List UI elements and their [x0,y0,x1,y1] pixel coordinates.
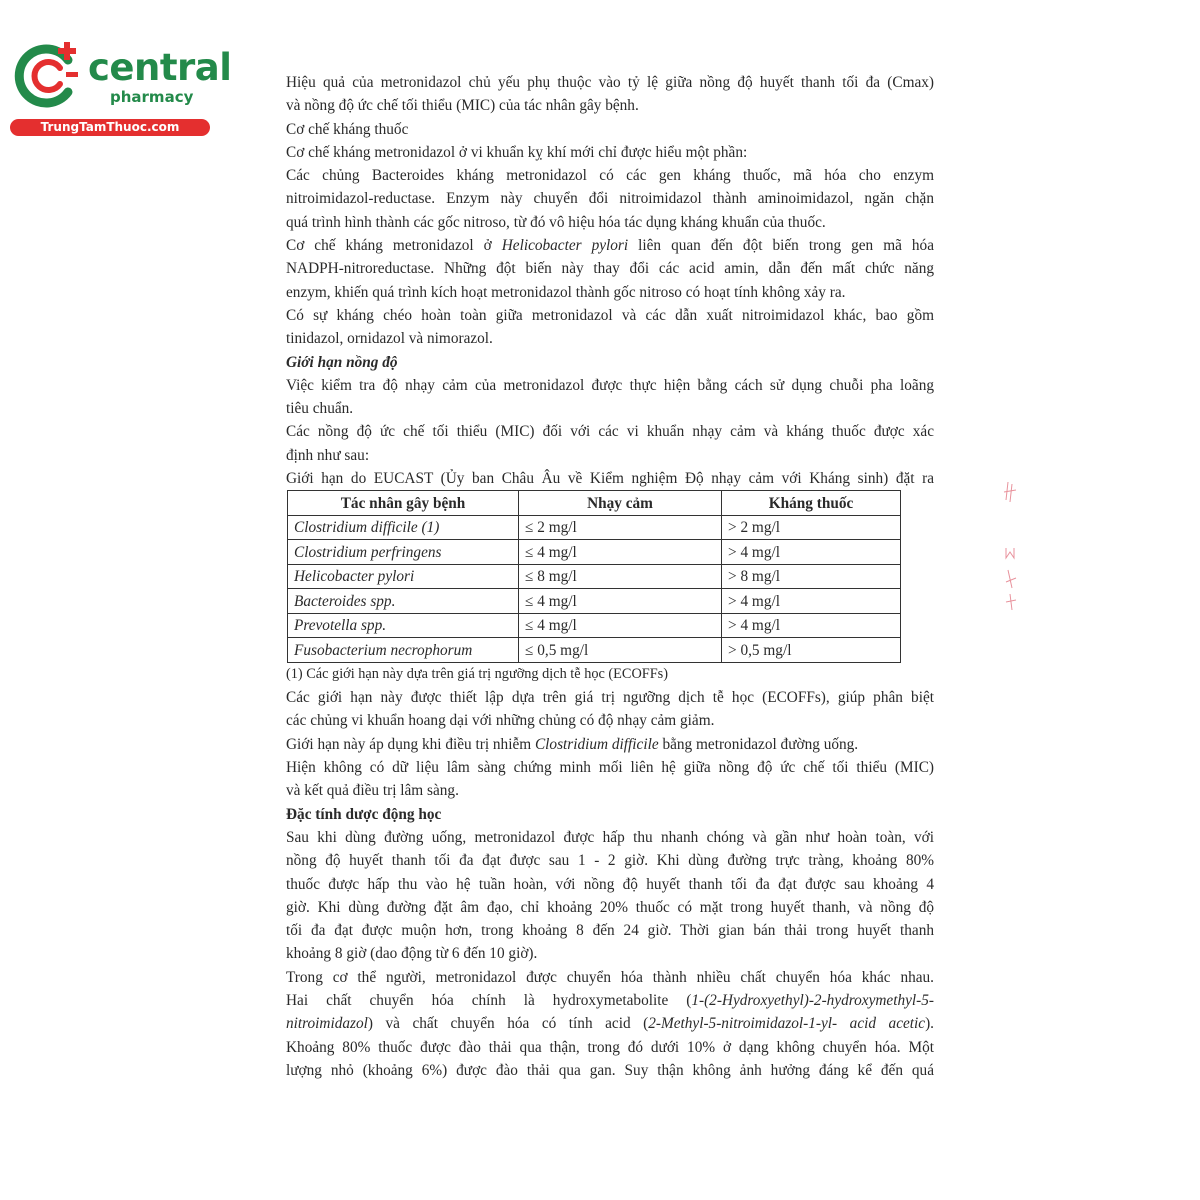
text-line: Giới hạn do EUCAST (Ủy ban Châu Âu về Kiểm nghiệm Độ nhạy cảm với Kháng sinh) đặt ra [286,470,934,488]
pathogen-cell: Prevotella spp. [288,613,519,638]
text-span: bằng metronidazol đường uống. [658,735,859,753]
text-line: Hiện không có dữ liệu lâm sàng chứng minh mối liên hệ giữa nồng độ ức chế tối thiểu (MIC) [286,759,934,777]
text-line: tiêu chuẩn. [286,400,354,418]
text-line: và nồng độ ức chế tối thiểu (MIC) của tác nhân gây bệnh. [286,97,639,115]
text-line: thuốc được hấp thu vào hệ tuần hoàn, với nồng độ huyết thanh tối đa đạt được sau khoảng 4 [286,875,934,893]
text-line [286,234,934,257]
section-subtitle: Cơ chế kháng thuốc [286,120,409,138]
resistant-cell: > 4 mg/l [722,540,901,565]
text-line: và kết quả điều trị lâm sàng. [286,782,459,800]
brand-subtitle: pharmacy [110,88,194,106]
text-span: Cơ chế kháng metronidazol ở [286,237,502,255]
text-line: lượng nhỏ (khoảng 6%) được đào thải qua gan. Suy thận không ảnh hưởng đáng kể đến quá [286,1061,934,1079]
text-span: Giới hạn này áp dụng khi điều trị nhiễm [286,735,535,753]
text-line: tối đa đạt được muộn hơn, trong khoảng 8 đến 24 giờ. Thời gian bán thải trong huyết thanh [286,922,934,940]
text-line: Hiệu quả của metronidazol chủ yếu phụ thuộc vào tỷ lệ giữa nồng độ huyết thanh tối đa (Cmax) [286,74,934,91]
species-name: Helicobacter pylori [501,237,629,255]
central-pharmacy-logo-icon [12,38,88,114]
pathogen-cell: Bacteroides spp. [288,589,519,614]
susceptible-cell: ≤ 4 mg/l [519,589,722,614]
chemical-name: nitroimidazol [286,1015,368,1033]
resistant-cell: > 8 mg/l [722,564,901,589]
text-line: Cơ chế kháng metronidazol ở vi khuẩn kỵ khí mới chỉ được hiểu một phần: [286,143,748,161]
text-span: ) và chất chuyển hóa có tính acid ( [367,1015,649,1033]
text-line [286,989,934,1012]
resistant-cell: > 0,5 mg/l [722,638,901,663]
text-line: NADPH-nitroreductase. Những đột biến này thay đổi các acid amin, dẫn đến mất chức năng [286,260,934,278]
susceptible-cell: ≤ 4 mg/l [519,540,722,565]
table-row [288,540,901,565]
text-span: Hai chất chuyển hóa chính là hydroxymetabolite ( [286,992,692,1009]
column-header: Tác nhân gây bệnh [288,491,519,516]
text-span: ). [925,1015,934,1033]
text-line: Việc kiểm tra độ nhạy cảm của metronidazol được thực hiện bằng cách sử dụng chuỗi pha loãng [286,376,934,394]
document-body [286,71,934,1082]
chemical-name: 1-(2-Hydroxyethyl)-2-hydroxymethyl-5- [691,992,934,1009]
susceptible-cell: ≤ 2 mg/l [519,515,722,540]
section-heading: Giới hạn nồng độ [286,353,398,371]
text-line: Sau khi dùng đường uống, metronidazol được hấp thu nhanh chóng và gần như hoàn toàn, với [286,828,934,846]
text-line: Có sự kháng chéo hoàn toàn giữa metronidazol và các dẫn xuất nitroimidazol khác, bao gồm [286,306,934,324]
text-line: Khoảng 80% thuốc được đào thải qua thận, trong đó dưới 10% ở dạng không chuyển hóa. Một [286,1038,934,1056]
resistant-cell: > 4 mg/l [722,589,901,614]
susceptible-cell: ≤ 8 mg/l [519,564,722,589]
species-name: Clostridium difficile [534,735,659,753]
text-line: Các nồng độ ức chế tối thiểu (MIC) đối với các vi khuẩn nhạy cảm và kháng thuốc được xác [286,423,934,441]
pathogen-cell: Clostridium difficile (1) [288,515,519,540]
margin-stamp-marks [998,478,1028,618]
mic-breakpoint-table [287,490,901,663]
text-line: định như sau: [286,446,370,464]
section-heading: Đặc tính dược động học [286,805,442,823]
text-span: liên quan đến đột biến trong gen mã hóa [628,237,934,255]
column-header: Kháng thuốc [722,491,901,516]
column-header: Nhạy cảm [519,491,722,516]
text-line: Trong cơ thể người, metronidazol được chuyển hóa thành nhiều chất chuyển hóa khác nhau. [286,968,934,986]
table-row [288,515,901,540]
text-line: Các chủng Bacteroides kháng metronidazol có các gen kháng thuốc, mã hóa cho enzym [286,167,934,185]
susceptible-cell: ≤ 0,5 mg/l [519,638,722,663]
text-line: giờ. Khi dùng đường đặt âm đạo, chỉ khoảng 20% thuốc có mặt trong huyết thanh, và nồng độ [286,898,934,916]
table-row [288,613,901,638]
text-line: tinidazol, ornidazol và nimorazol. [286,330,493,348]
table-header-row [288,491,901,516]
text-line: enzym, khiến quá trình kích hoạt metronidazol thành gốc nitroso có hoạt tính không xảy ra. [286,283,846,301]
resistant-cell: > 4 mg/l [722,613,901,638]
table-row [288,589,901,614]
margin-stamp-icon [998,478,1028,618]
table-row [288,564,901,589]
text-line: Các giới hạn này được thiết lập dựa trên giá trị ngưỡng dịch tễ học (ECOFFs), giúp phân biệt [286,689,934,707]
text-line [286,733,934,756]
text-line: các chủng vi khuẩn hoang dại với những chủng có độ nhạy cảm giảm. [286,712,715,730]
brand-name: central [88,46,232,89]
table-row [288,638,901,663]
chemical-name: 2-Methyl-5-nitroimidazol-1-yl- acid acetic [648,1015,926,1033]
text-line: nồng độ huyết thanh tối đa đạt được sau 1 - 2 giờ. Khi dùng đường trực tràng, khoảng 80% [286,852,934,870]
table-footnote: (1) Các giới hạn này dựa trên giá trị ngưỡng dịch tễ học (ECOFFs) [286,665,669,682]
text-line: khoảng 8 giờ (dao động từ 6 đến 10 giờ). [286,945,538,963]
resistant-cell: > 2 mg/l [722,515,901,540]
text-line: nitroimidazol-reductase. Enzym này chuyển đổi nitroimidazol thành aminoimidazol, ngăn chặn [286,190,934,208]
brand-url-badge: TrungTamThuoc.com [10,119,210,136]
pathogen-cell: Helicobacter pylori [288,564,519,589]
pathogen-cell: Clostridium perfringens [288,540,519,565]
susceptible-cell: ≤ 4 mg/l [519,613,722,638]
pathogen-cell: Fusobacterium necrophorum [288,638,519,663]
text-line: quá trình hình thành các gốc nitroso, từ đó vô hiệu hóa tác dụng kháng khuẩn của thuốc. [286,213,826,231]
text-line [286,1012,934,1035]
